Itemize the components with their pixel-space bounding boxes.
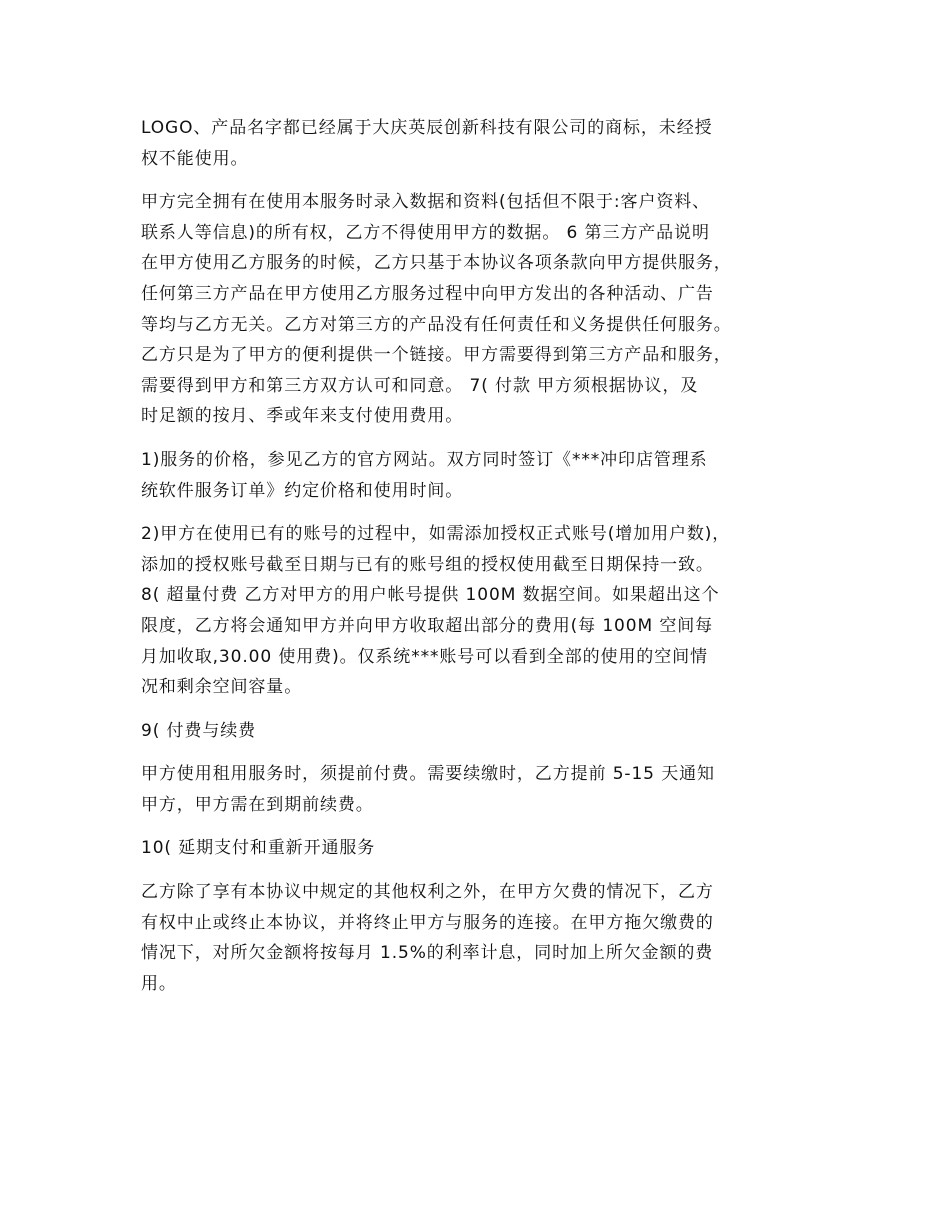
text-line: 10( 延期支付和重新开通服务 [141, 838, 376, 859]
text-line: 需要得到甲方和第三方双方认可和同意。 7( 付款 甲方须根据协议，及 [141, 375, 699, 396]
text-line: 1)服务的价格，参见乙方的官方网站。双方同时签订《***冲印店管理系 [141, 449, 708, 470]
paragraph-data-ownership [141, 187, 831, 432]
text-line: 2)甲方在使用已有的账号的过程中，如需添加授权正式账号(增加用户数)， [141, 524, 731, 545]
text-line: 月加收取,30.00 使用费)。仅系统***账号可以看到全部的使用的空间情 [141, 646, 708, 667]
text-line: LOGO、产品名字都已经属于大庆英辰创新科技有限公司的商标，未经授 [141, 118, 713, 138]
text-line: 时足额的按月、季或年来支付使用费用。 [141, 406, 464, 427]
text-line: 情况下，对所欠金额将按每月 1.5%的利率计息，同时加上所欠金额的费 [141, 943, 714, 964]
paragraph-trademark [141, 113, 831, 174]
text-line: 有权中止或终止本协议，并将终止甲方与服务的连接。在甲方拖欠缴费的 [141, 912, 714, 933]
text-line: 在甲方使用乙方服务的时候，乙方只基于本协议各项条款向甲方提供服务， [141, 253, 732, 274]
text-line: 况和剩余空间容量。 [141, 677, 303, 698]
paragraph-accounts-overage [141, 519, 831, 703]
text-line: 乙方除了享有本协议中规定的其他权利之外，在甲方欠费的情况下，乙方 [141, 882, 714, 903]
section-heading-payment-renewal [141, 716, 831, 747]
paragraph-pricing [141, 445, 831, 506]
text-line: 权不能使用。 [141, 148, 249, 169]
text-line: 统软件服务订单》约定价格和使用时间。 [141, 480, 464, 501]
text-line: 甲方，甲方需在到期前续费。 [141, 794, 374, 815]
text-line: 任何第三方产品在甲方使用乙方服务过程中向甲方发出的各种活动、广告 [141, 283, 714, 304]
section-heading-deferred-payment [141, 833, 831, 864]
text-line: 甲方使用租用服务时，须提前付费。需要续缴时，乙方提前 5-15 天通知 [141, 764, 715, 785]
text-line: 8( 超量付费 乙方对甲方的用户帐号提供 100M 数据空间。如果超出这个 [141, 585, 720, 606]
document-body [141, 113, 831, 1012]
paragraph-renewal [141, 759, 831, 820]
text-line: 9( 付费与续费 [141, 720, 257, 741]
text-line: 添加的授权账号截至日期与已有的账号组的授权使用截至日期保持一致。 [141, 554, 714, 575]
text-line: 联系人等信息)的所有权，乙方不得使用甲方的数据。 6 第三方产品说明 [141, 222, 710, 243]
text-line: 乙方只是为了甲方的便利提供一个链接。甲方需要得到第三方产品和服务， [141, 345, 732, 366]
text-line: 限度，乙方将会通知甲方并向甲方收取超出部分的费用(每 100M 空间每 [141, 615, 714, 636]
text-line: 甲方完全拥有在使用本服务时录入数据和资料(包括但不限于:客户资料、 [141, 192, 711, 213]
text-line: 等均与乙方无关。乙方对第三方的产品没有任何责任和义务提供任何服务。 [141, 314, 732, 335]
text-line: 用。 [141, 973, 177, 994]
paragraph-arrears [141, 877, 831, 999]
